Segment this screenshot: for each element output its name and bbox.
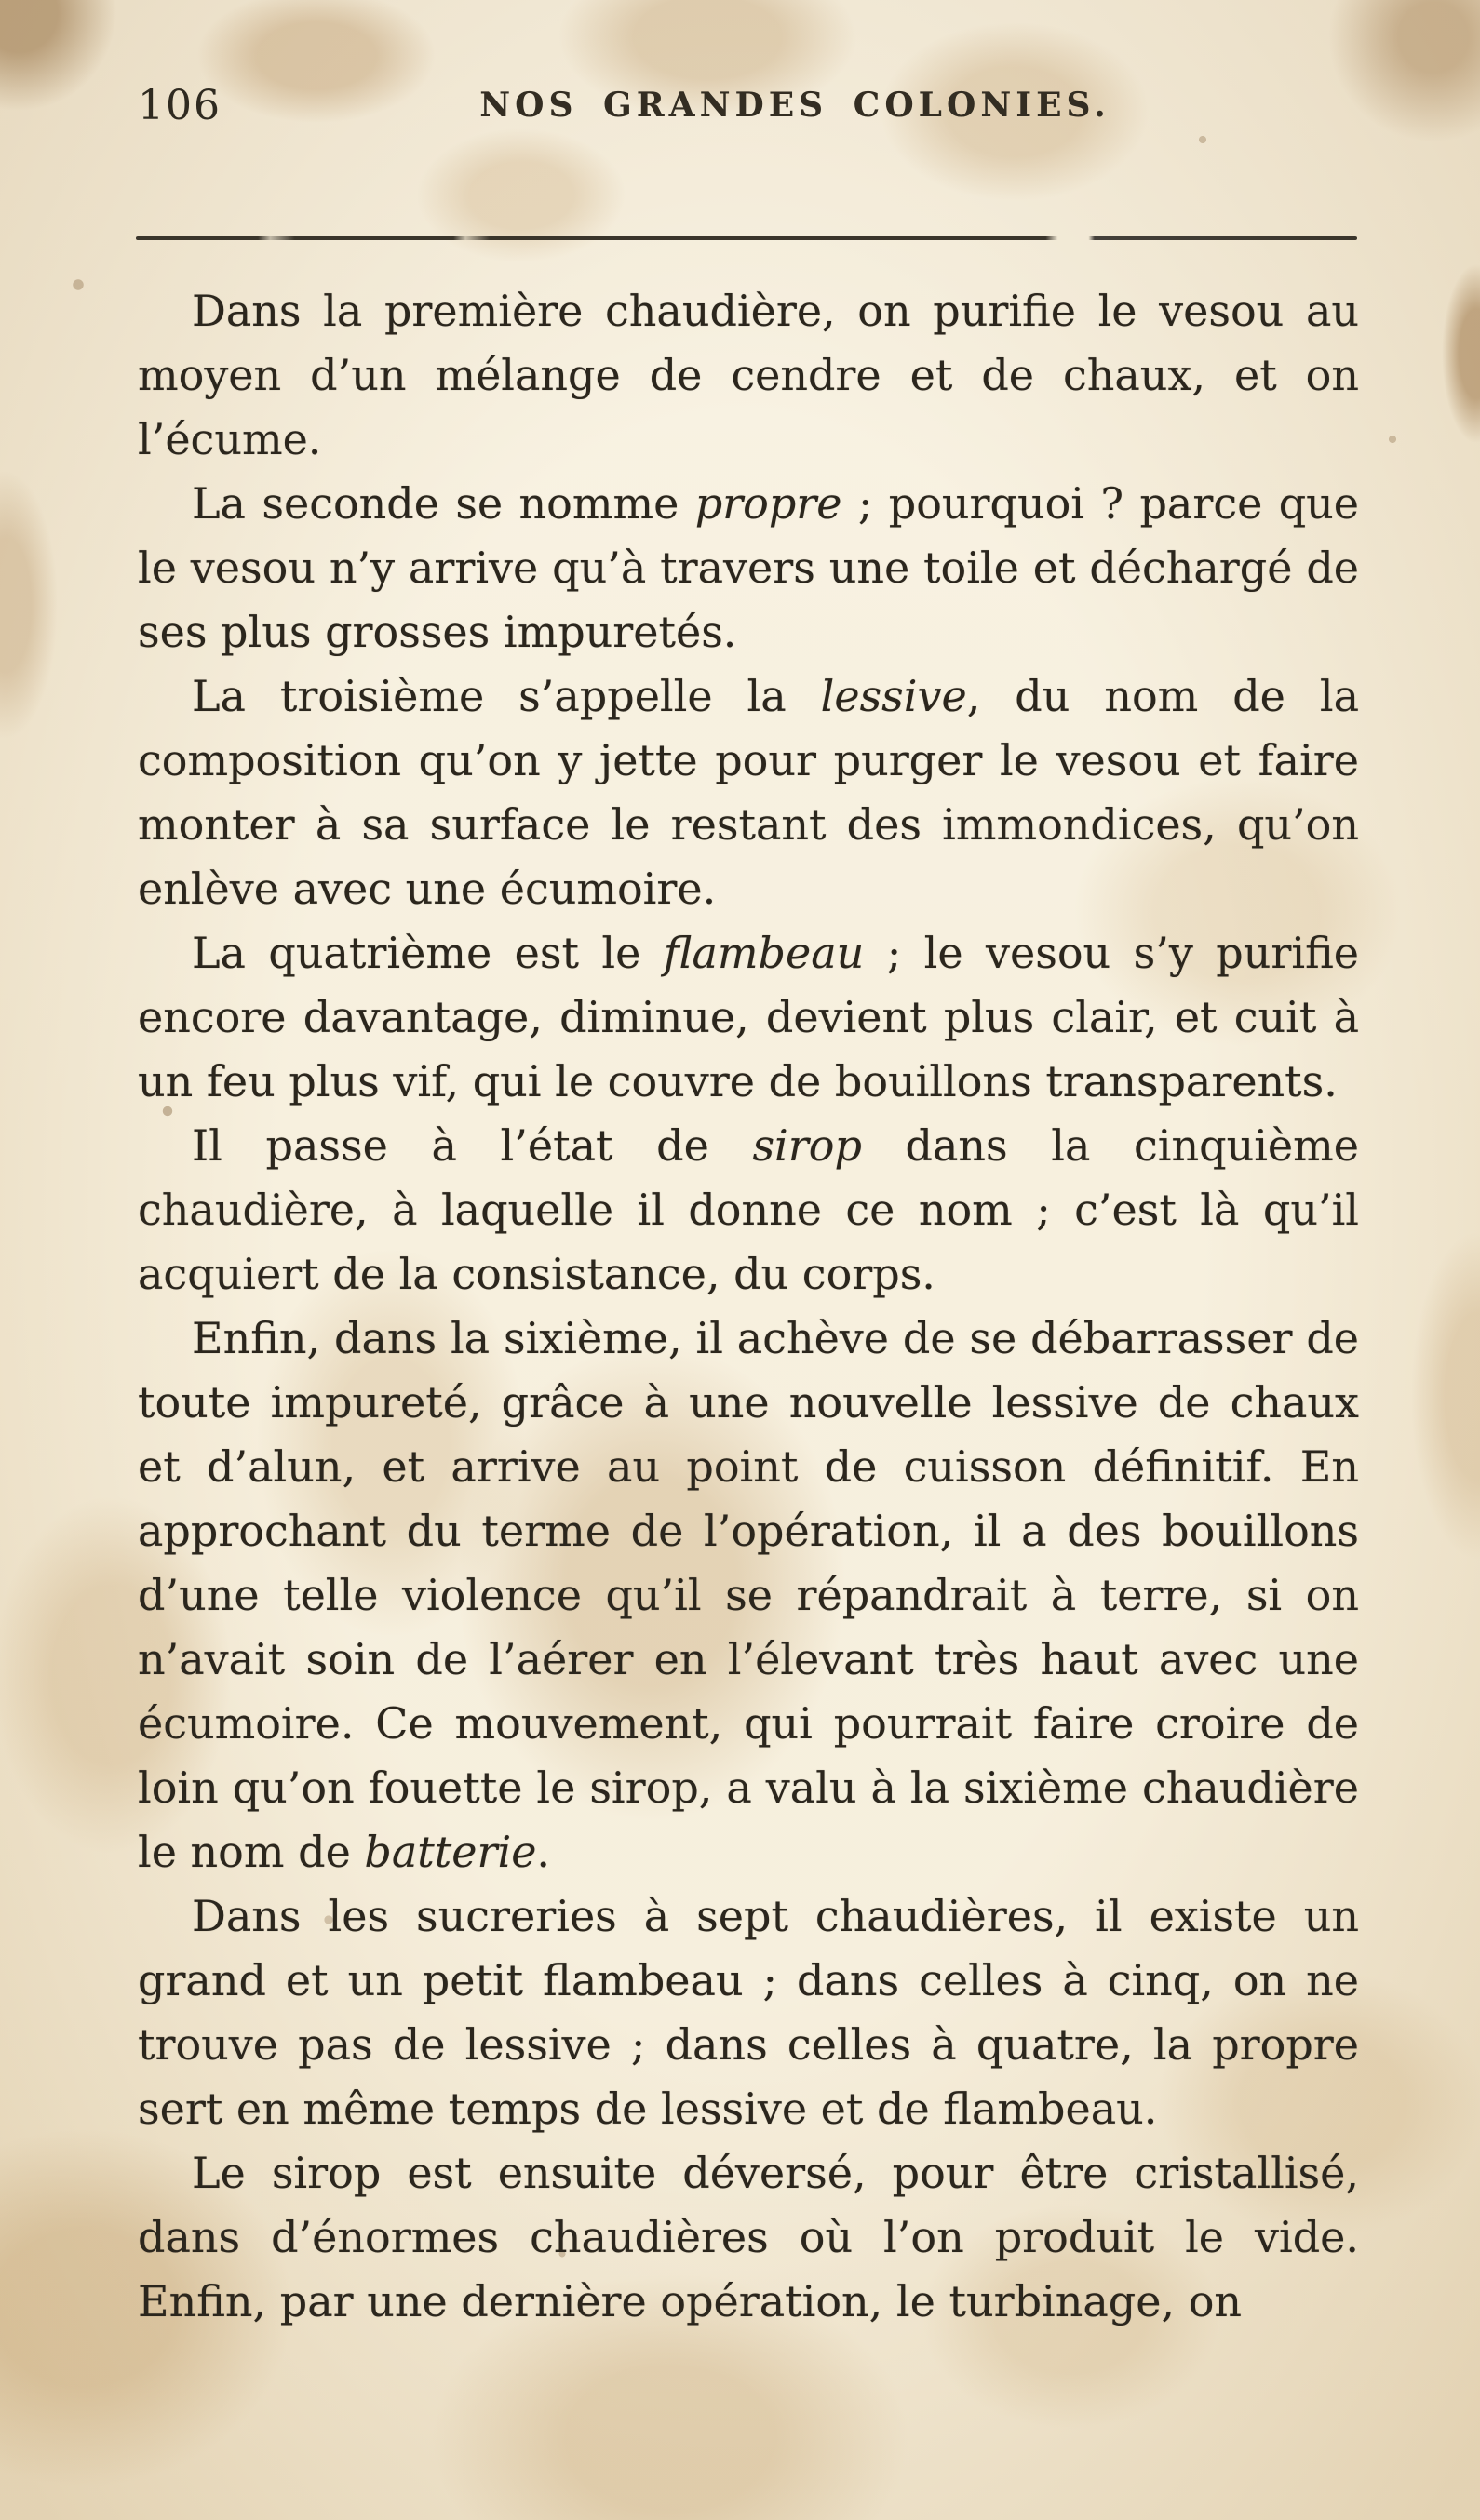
text-run: Enfin, dans la sixième, il achève de se débarrasser de toute impureté, grâce à une nouvelle lessive de chaux et d’alun, et arrive au point de cuisson définitif. En approchant du terme de l’opération, il a des bouillons d’une telle violence qu’il se répandrait à terre, si on n’avait soin de l’aérer en l’élevant très haut avec une écumoire. Ce mouvement, qui pourrait faire croire de loin qu’on fouette le sirop, a valu à la sixième chaudière le nom de (138, 1313, 1359, 1877)
paragraph (138, 2141, 1359, 2334)
text-run: La quatrième est le (192, 928, 664, 978)
text-run: La seconde se nomme (192, 478, 695, 529)
paragraph (138, 664, 1359, 921)
header-rule (136, 236, 1357, 240)
paragraph (138, 1307, 1359, 1884)
page-header (138, 80, 1359, 136)
paragraph (138, 279, 1359, 472)
paragraph (138, 1884, 1359, 2141)
text-run: . (536, 1827, 551, 1877)
text-run: La troisième s’appelle la (192, 671, 821, 721)
page-number: 106 (138, 82, 222, 129)
italic-term: batterie (364, 1827, 537, 1877)
text-run: dans la cinquième chaudière, à laquelle il donne ce nom ; c’est là qu’il acquiert de la consistance, du corps. (138, 1120, 1359, 1299)
italic-term: flambeau (663, 928, 865, 978)
text-run: ; le vesou s’y purifie encore davantage, diminue, devient plus clair, et cuit à un feu plus vif, qui le couvre de bouillons transparents. (138, 928, 1359, 1106)
italic-term: lessive (820, 671, 967, 721)
text-run: Dans la première chaudière, on purifie le vesou au moyen d’un mélange de cendre et de chaux, et on l’écume. (138, 286, 1359, 464)
text-run: , du nom de la composition qu’on y jette pour purger le vesou et faire monter à sa surface le restant des immondices, qu’on enlève avec une écumoire. (138, 671, 1359, 914)
paragraph (138, 472, 1359, 664)
page-body (138, 279, 1359, 2334)
paragraph (138, 921, 1359, 1114)
paragraph (138, 1114, 1359, 1307)
text-run: Il passe à l’état de (192, 1120, 753, 1171)
italic-term: propre (694, 478, 842, 529)
text-run: Dans les sucreries à sept chaudières, il existe un grand et un petit flambeau ; dans celles à cinq, on ne trouve pas de lessive ; dans celles à quatre, la propre sert en même temps de lessive et de flambeau. (138, 1891, 1359, 2134)
italic-term: sirop (752, 1120, 862, 1171)
text-run: ; pourquoi ? parce que le vesou n’y arrive qu’à travers une toile et déchargé de ses plus grosses impuretés. (138, 478, 1359, 657)
running-title: NOS GRANDES COLONIES. (479, 86, 1110, 125)
text-run: Le sirop est ensuite déversé, pour être cristallisé, dans d’énormes chaudières où l’on produit le vide. Enfin, par une dernière opération, le turbinage, on (138, 2148, 1359, 2326)
